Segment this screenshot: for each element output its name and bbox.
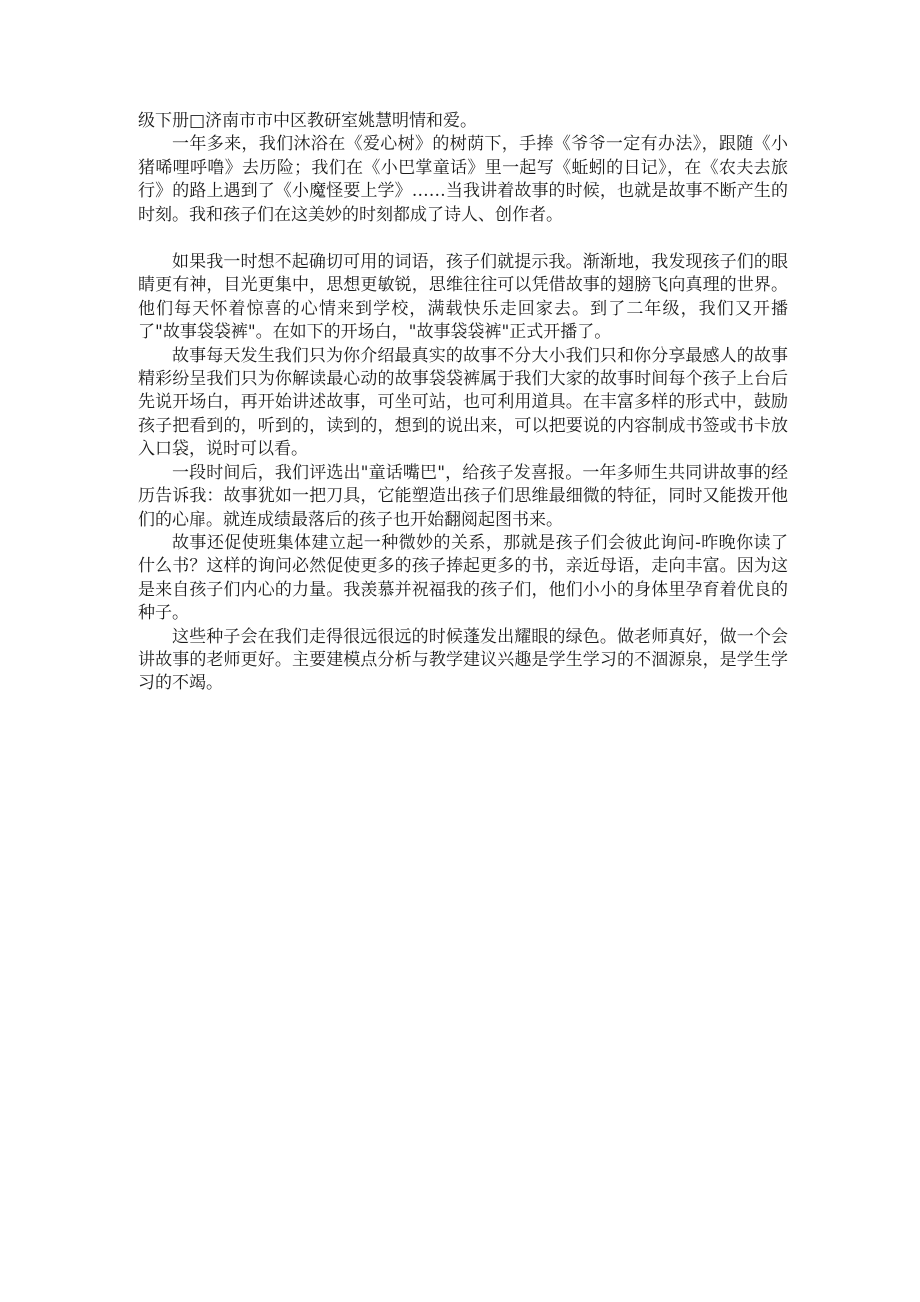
- document-body: [138, 110, 788, 696]
- paragraph-5: 一段时间后，我们评选出"童话嘴巴"，给孩子发喜报。一年多师生共同讲故事的经历告诉我：故事犹如一把刀具，它能塑造出孩子们思维最细微的特征，同时又能拨开他们的心扉。就连成绩最落后的孩子也开始翻阅起图书来。: [138, 462, 788, 530]
- paragraph-1: 级下册□济南市市中区教研室姚慧明情和爱。: [138, 111, 478, 131]
- paragraph-7: 这些种子会在我们走得很远很远的时候蓬发出耀眼的绿色。做老师真好，做一个会讲故事的老师更好。主要建模点分析与教学建议兴趣是学生学习的不涸源泉，是学生学习的不竭。: [138, 626, 788, 694]
- paragraph-4: 故事每天发生我们只为你介绍最真实的故事不分大小我们只和你分享最感人的故事精彩纷呈我们只为你解读最心动的故事袋袋裤属于我们大家的故事时间每个孩子上台后先说开场白，再开始讲述故事，可坐可站，也可利用道具。在丰富多样的形式中，鼓励孩子把看到的，听到的，读到的，想到的说出来，可以把要说的内容制成书签或书卡放入口袋，说时可以看。: [138, 345, 788, 460]
- paragraph-2: 一年多来，我们沐浴在《爱心树》的树荫下，手捧《爷爷一定有办法》，跟随《小猪唏哩呼噜》去历险；我们在《小巴掌童话》里一起写《蚯蚓的日记》，在《农夫去旅行》的路上遇到了《小魔怪要上学》……当我讲着故事的时候，也就是故事不断产生的时刻。我和孩子们在这美妙的时刻都成了诗人、创作者。: [138, 134, 788, 225]
- paragraph-3: 如果我一时想不起确切可用的词语，孩子们就提示我。渐渐地，我发现孩子们的眼睛更有神，目光更集中，思想更敏锐，思维往往可以凭借故事的翅膀飞向真理的世界。他们每天怀着惊喜的心情来到学校，满载快乐走回家去。到了二年级，我们又开播了"故事袋袋裤"。在如下的开场白，"故事袋袋裤"正式开播了。: [138, 252, 788, 343]
- paragraph-6: 故事还促使班集体建立起一种微妙的关系，那就是孩子们会彼此询问-昨晚你读了什么书？这样的询问必然促使更多的孩子捧起更多的书，亲近母语，走向丰富。因为这是来自孩子们内心的力量。我羡慕并祝福我的孩子们，他们小小的身体里孕育着优良的种子。: [138, 532, 788, 624]
